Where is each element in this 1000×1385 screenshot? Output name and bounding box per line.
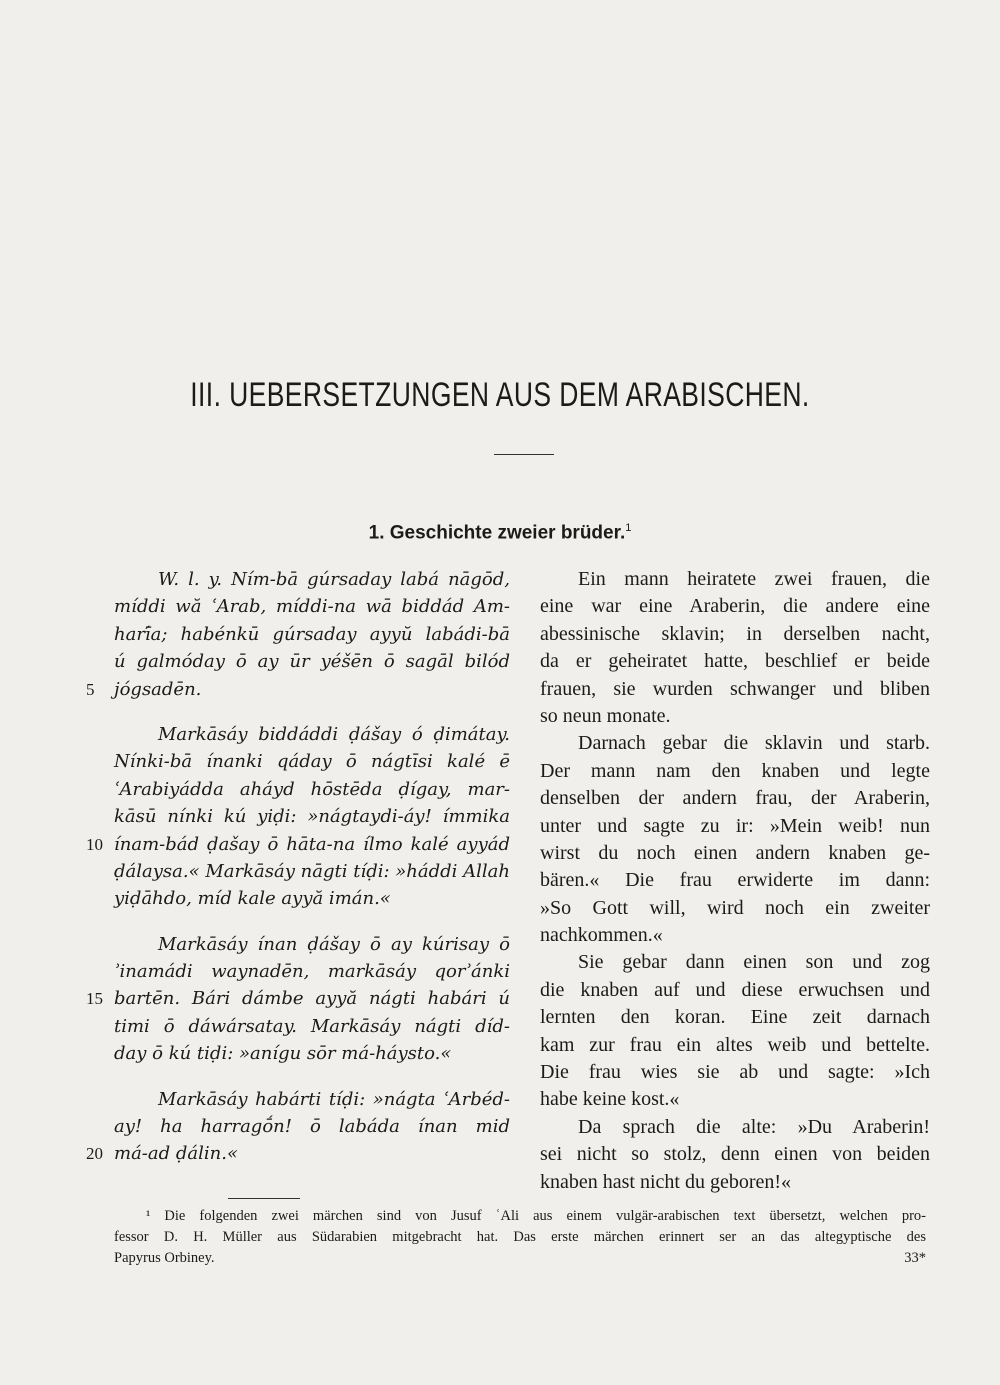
translation-line-text: eine war eine Araberin, die andere eine <box>540 595 930 618</box>
original-line-text: yiḍāhdo, míd kale ayyă imán.« <box>114 888 391 910</box>
translation-line-text: habe keine kost.« <box>540 1088 680 1111</box>
translation-line <box>540 648 930 675</box>
original-line-text: Markāsáy biddáddi ḍášay ó ḍimátay. <box>158 723 510 745</box>
original-line-text: míddi wă ʿArab, míddi-na wā biddád Am- <box>114 596 510 618</box>
original-line-text: timi ō dáwársatay. Markāsáy nágti díd- <box>114 1015 510 1037</box>
translation-line-text: Darnach gebar die sklavin und starb. <box>578 732 930 755</box>
translation-line-text: denselben der andern frau, der Araberin, <box>540 787 930 810</box>
original-line <box>114 748 510 775</box>
translation-line <box>540 593 930 620</box>
original-line <box>114 566 510 593</box>
original-line-text: harī́a; habénkū gúrsaday ayyŭ labádi-bā <box>114 623 510 645</box>
translation-line <box>540 1004 930 1031</box>
original-line-text: Nínki-bā ínanki qáday ō nágtīsi kalé ē <box>114 751 510 773</box>
translation-line-text: knaben hast nicht du geboren!« <box>540 1170 792 1193</box>
translation-line <box>540 922 930 949</box>
translation-column <box>540 566 930 1196</box>
translation-line-text: Ein mann heiratete zwei frauen, die <box>578 568 930 590</box>
line-number: 5 <box>86 679 95 699</box>
translation-line-text: »So Gott will, wird noch ein zweiter <box>540 896 930 919</box>
original-line-text: ḍálaysa.« Markāsáy nāgti tíḍi: »háddi Allah <box>114 860 510 882</box>
original-line <box>86 985 510 1012</box>
translation-line <box>540 1141 930 1168</box>
original-line <box>114 1113 510 1140</box>
translation-line <box>540 895 930 922</box>
translation-line <box>540 676 930 703</box>
original-line <box>114 1040 510 1067</box>
footnote-line: fessor D. H. Müller aus Südarabien mitgebracht hat. Das erste märchen erinnert ser an das altegyptische des <box>114 1229 926 1245</box>
original-line-text: ú galmóday ō ay ūr yéšēn ō sagāl bilód <box>114 651 510 673</box>
original-line-text: day ō kú tiḍi: »anígu sōr má-háysto.« <box>114 1043 452 1065</box>
original-line <box>114 776 510 803</box>
original-line-text: Markāsáy ínan ḍášay ō ay kúrisay ō <box>158 933 510 955</box>
footnote-marker: 1 <box>625 522 632 534</box>
translation-line-text: so neun monate. <box>540 704 671 727</box>
translation-line <box>540 1059 930 1086</box>
original-line <box>114 721 510 748</box>
translation-line <box>540 785 930 812</box>
footnote-divider <box>228 1198 300 1199</box>
translation-line-text: sei nicht so stolz, denn einen von beiden <box>540 1143 930 1166</box>
translation-line <box>540 758 930 785</box>
original-line-text: ʿArabiyádda aháyd hōstēda ḍígay, mar- <box>114 778 510 800</box>
story-title-text: 1. Geschichte zweier brüder. <box>368 522 626 544</box>
translation-line <box>540 703 930 730</box>
translation-line-text: kam zur frau ein altes weib und bettelte. <box>540 1033 930 1056</box>
translation-line <box>540 1169 930 1196</box>
footnote-line: ¹ Die folgenden zwei märchen sind von Jusuf ʿAli aus einem vulgär-arabischen text übersetzt, welchen pro- <box>146 1208 926 1224</box>
original-text-column <box>86 566 510 1168</box>
translation-line-text: Die frau wies sie ab und sagte: »Ich <box>540 1061 930 1084</box>
original-line <box>86 831 510 858</box>
translation-line-text: frauen, sie wurden schwanger und bliben <box>540 677 930 700</box>
translation-line-text: nachkommen.« <box>540 924 663 947</box>
title-divider <box>494 454 554 455</box>
footnote-line: Papyrus Orbiney. <box>114 1250 215 1266</box>
original-line <box>114 803 510 830</box>
original-line <box>114 648 510 675</box>
translation-line-text: die knaben auf und diese erwuchsen und <box>540 978 930 1001</box>
line-number: 10 <box>86 834 103 854</box>
translation-line <box>540 730 930 757</box>
translation-line-text: unter und sagte zu ir: »Mein weib! nun <box>540 814 930 837</box>
original-line <box>114 885 510 912</box>
translation-line <box>540 566 930 593</box>
original-line-text: ʾinamádi waynadēn, markāsáy qorʾánki <box>114 961 510 983</box>
translation-line-text: abessinische sklavin; in derselben nacht, <box>540 622 930 645</box>
translation-line <box>540 813 930 840</box>
footnote <box>114 1206 926 1269</box>
original-line <box>86 1140 510 1167</box>
translation-line <box>540 949 930 976</box>
translation-line <box>540 977 930 1004</box>
paragraph-gap <box>114 1068 510 1086</box>
original-line <box>114 958 510 985</box>
original-line-text: má-ad ḍálin.« <box>114 1143 238 1165</box>
line-number: 20 <box>86 1144 103 1164</box>
translation-line <box>540 1086 930 1113</box>
footnote-last-row <box>114 1248 926 1269</box>
original-line-text: bartēn. Bári dámbe ayyă nágti habári ú <box>114 988 510 1010</box>
translation-line <box>540 867 930 894</box>
original-line <box>114 1086 510 1113</box>
original-line <box>114 931 510 958</box>
line-number: 15 <box>86 989 103 1009</box>
original-line-text: W. l. y. Ním-bā gúrsaday labá nāgōd, <box>158 569 510 590</box>
translation-line-text: lernten den koran. Eine zeit darnach <box>540 1006 930 1029</box>
translation-line-text: wirst du noch einen andern knaben ge- <box>540 841 930 864</box>
original-line <box>114 858 510 885</box>
original-line-text: Markāsáy habárti tíḍi: »nágta ʿArbéd- <box>158 1088 510 1110</box>
translation-line <box>540 621 930 648</box>
original-line <box>114 593 510 620</box>
paragraph-gap <box>114 913 510 931</box>
original-line-text: kāsū nínki kú yiḍi: »nágtaydi-áy! ímmika <box>114 806 510 828</box>
section-title: III. UEBERSETZUNGEN AUS DEM ARABISCHEN. <box>190 376 810 414</box>
translation-line <box>540 840 930 867</box>
original-line-text: ínam-bád ḍašay ō hāta-na ílmo kalé ayyád <box>114 833 510 855</box>
original-line-text: ay! ha harragṓn! ō labáda ínan mid <box>114 1116 510 1138</box>
translation-line-text: Der mann nam den knaben und legte <box>540 759 930 782</box>
story-title <box>0 522 1000 544</box>
original-line <box>114 621 510 648</box>
translation-line-text: bären.« Die frau erwiderte im dann: <box>540 869 930 892</box>
translation-line-text: Sie gebar dann einen son und zog <box>578 951 930 974</box>
original-line <box>86 676 510 703</box>
original-line <box>114 1013 510 1040</box>
page-signature: 33* <box>904 1250 926 1266</box>
translation-line <box>540 1032 930 1059</box>
paragraph-gap <box>114 703 510 721</box>
translation-line-text: Da sprach die alte: »Du Araberin! <box>578 1115 930 1138</box>
translation-line-text: da er geheiratet hatte, beschlief er beide <box>540 650 930 673</box>
translation-line <box>540 1114 930 1141</box>
original-line-text: jógsadēn. <box>114 678 202 700</box>
